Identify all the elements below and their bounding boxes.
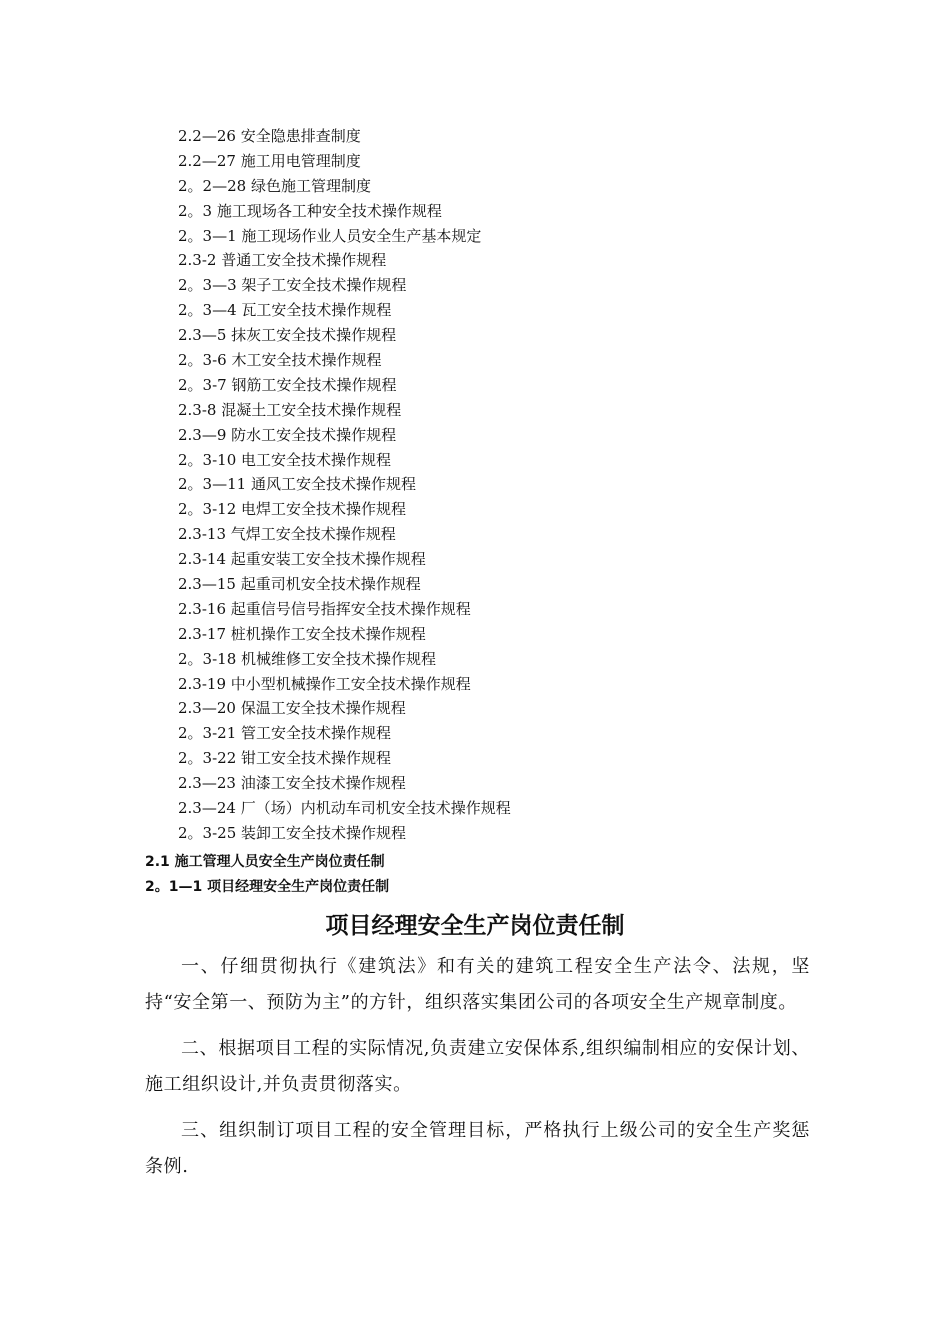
toc-item: 2。3-7 钢筋工安全技术操作规程 [178, 375, 397, 394]
toc-item: 2.3-19 中小型机械操作工安全技术操作规程 [178, 674, 471, 693]
toc-item: 2。3-6 木工安全技术操作规程 [178, 351, 382, 370]
toc-item: 2.3-17 桩机操作工安全技术操作规程 [178, 624, 426, 643]
toc-item: 2。3-18 机械维修工安全技术操作规程 [178, 649, 437, 668]
body-text [145, 949, 810, 1195]
toc-list [178, 124, 511, 846]
toc-item: 2。3 施工现场各工种安全技术操作规程 [178, 201, 442, 220]
toc-item: 2.3-8 混凝土工安全技术操作规程 [178, 400, 402, 419]
document-title: 项目经理安全生产岗位责任制 [325, 913, 625, 939]
toc-item: 2。3—1 施工现场作业人员安全生产基本规定 [178, 226, 482, 245]
toc-item: 2.3—24 厂（场）内机动车司机安全技术操作规程 [178, 799, 511, 818]
paragraph: 三、组织制订项目工程的安全管理目标，严格执行上级公司的安全生产奖惩条例. [145, 1120, 810, 1177]
toc-item: 2。3-22 钳工安全技术操作规程 [178, 749, 392, 768]
toc-item: 2.3-13 气焊工安全技术操作规程 [178, 525, 396, 544]
paragraph: 一、仔细贯彻执行《建筑法》和有关的建筑工程安全生产法令、法规，坚持“安全第一、预防为主”的方针，组织落实集团公司的各项安全生产规章制度。 [145, 956, 810, 1013]
toc-item: 2.3—5 抹灰工安全技术操作规程 [178, 326, 397, 345]
toc-item: 2.2—26 安全隐患排查制度 [178, 127, 361, 145]
toc-item: 2。3—3 架子工安全技术操作规程 [178, 276, 407, 295]
toc-item: 2.3-16 起重信号信号指挥安全技术操作规程 [178, 599, 471, 618]
subsection-heading: 2。1—1 项目经理安全生产岗位责任制 [145, 879, 390, 895]
section-heading: 2.1 施工管理人员安全生产岗位责任制 [145, 854, 385, 870]
toc-item: 2.3—15 起重司机安全技术操作规程 [178, 575, 421, 594]
toc-item: 2.2—27 施工用电管理制度 [178, 151, 361, 170]
paragraph: 二、根据项目工程的实际情况,负责建立安保体系,组织编制相应的安保计划、施工组织设计,并负责贯彻落实。 [145, 1038, 810, 1095]
toc-item: 2。3—4 瓦工安全技术操作规程 [178, 301, 392, 320]
toc-item: 2.3-14 起重安装工安全技术操作规程 [178, 550, 426, 569]
toc-item: 2。3-25 装卸工安全技术操作规程 [178, 823, 407, 842]
toc-item: 2.3-2 普通工安全技术操作规程 [178, 251, 387, 270]
toc-item: 2。3-12 电焊工安全技术操作规程 [178, 500, 407, 519]
toc-item: 2。3-21 管工安全技术操作规程 [178, 724, 392, 743]
toc-item: 2.3—9 防水工安全技术操作规程 [178, 425, 397, 444]
toc-item: 2.3—20 保温工安全技术操作规程 [178, 699, 406, 718]
toc-item: 2。3-10 电工安全技术操作规程 [178, 450, 392, 469]
toc-item: 2。3—11 通风工安全技术操作规程 [178, 475, 416, 494]
toc-item: 2。2—28 绿色施工管理制度 [178, 176, 371, 195]
toc-item: 2.3—23 油漆工安全技术操作规程 [178, 774, 406, 793]
